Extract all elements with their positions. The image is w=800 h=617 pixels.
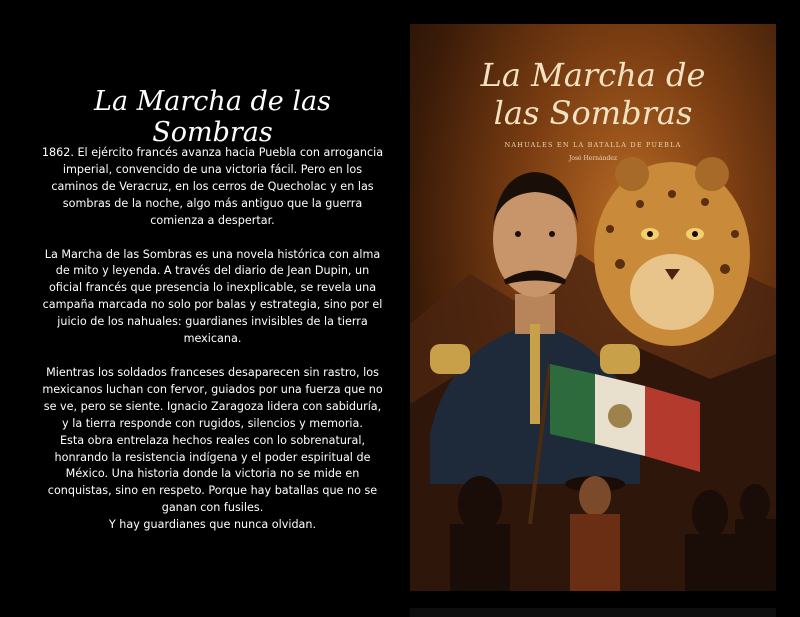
cover-author: José Hernández	[568, 155, 618, 162]
description-paragraph: Esta obra entrelaza hechos reales con lo sobrenatural, honrando la resistencia indígena y el poder espiritual de México. Una historia donde la victoria no se mide en conquistas, sino en respeto. Porque hay batallas que no se ganan con fusiles.	[47, 433, 378, 515]
book-cover-image	[410, 24, 776, 591]
description-paragraph: 1862. El ejército francés avanza hacia Puebla con arrogancia imperial, convencido de una victoria fácil. Pero en los caminos de Veracruz, en los cerros de Quecholac y en las sombras de la noche, algo más antiguo que la guerra comienza a despertar.	[41, 146, 384, 227]
description-paragraph: La Marcha de las Sombras es una novela histórica con alma de mito y leyenda. A través del diario de Jean Dupin, un oficial francés que presencia lo inexplicable, se revela una campaña marcada no solo por balas y estrategia, sino por el juicio de los nahuales: guardianes invisibles de la tierra mexicana.	[42, 247, 383, 346]
jaguar-illustration	[594, 157, 750, 346]
cover-shadow	[410, 608, 776, 617]
book-description	[40, 145, 385, 534]
cover-title-line: las Sombras	[493, 94, 693, 132]
cover-title-line: La Marcha de	[480, 56, 706, 94]
book-title: La Marcha de las Sombras	[94, 86, 331, 148]
cover-subtitle: NAHUALES EN LA BATALLA DE PUEBLA	[504, 141, 682, 149]
description-paragraph: Mientras los soldados franceses desaparecen sin rastro, los mexicanos luchan con fervor, guiados por una fuerza que no se ve, pero se siente. Ignacio Zaragoza lidera con sabiduría, y la tierra responde con rugidos, silencios y memoria.	[42, 365, 383, 430]
description-paragraph: Y hay guardianes que nunca olvidan.	[108, 518, 317, 532]
cover-title	[410, 56, 776, 132]
book-info-panel	[40, 0, 385, 617]
